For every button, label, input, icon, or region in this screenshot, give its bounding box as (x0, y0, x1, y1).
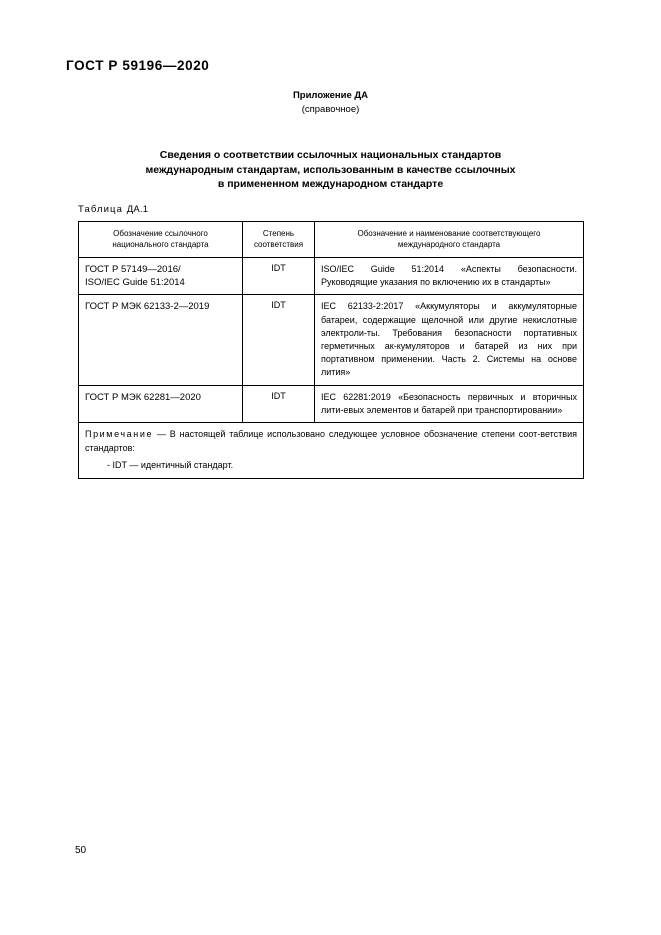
annex-subtitle: (справочное) (301, 104, 360, 115)
page-title-line-2: международным стандартам, использованным в качестве ссылочных (145, 163, 516, 176)
annex-title: Приложение ДА (292, 90, 369, 101)
page-title-line-1: Сведения о соответствии ссылочных национальных стандартов (159, 149, 502, 161)
table-row (79, 385, 584, 422)
page-title-line-3: в примененном международном стандарте (217, 178, 444, 190)
cell-international: ISO/IEC Guide 51:2014 «Аспекты безопасности. Руководящие указания по включению их в стандарты» (315, 258, 584, 295)
table-header-row (79, 222, 584, 258)
document-header: ГОСТ Р 59196—2020 (66, 58, 210, 73)
table-header-international-line-1: Обозначение и наименование соответствующего (357, 229, 541, 238)
cell-international: IEC 62281:2019 «Безопасность первичных и вторичных лити-евых элементов и батарей при транспортировании» (315, 385, 584, 422)
cell-degree: IDT (243, 295, 315, 385)
table-note-item: - IDT — идентичный стандарт. (107, 460, 234, 471)
cell-standard: ГОСТ Р МЭК 62133-2—2019 (79, 295, 243, 385)
annex-heading (0, 90, 661, 115)
cell-standard: ГОСТ Р МЭК 62281—2020 (79, 385, 243, 422)
table-note-row (79, 423, 584, 479)
table-header-degree (243, 222, 315, 258)
table-note-text: — В настоящей таблице использовано следующее условное обозначение степени соот-ветствия стандартов: (85, 429, 577, 453)
cell-standard: ГОСТ Р 57149—2016/ ISO/IEC Guide 51:2014 (79, 258, 243, 295)
table-caption-label: Таблица (78, 204, 123, 215)
table-header-standard (79, 222, 243, 258)
table-caption-number: ДА.1 (126, 204, 149, 215)
page-title (66, 148, 595, 192)
table-header-degree-line-2: соответствия (253, 240, 304, 249)
cell-international: IEC 62133-2:2017 «Аккумуляторы и аккумуляторные батареи, содержащие щелочной или другие некислотные электроли-ты. Требования безопасности портативных герметичных ак-кумуляторов и батарей из них при портативном применении. Часть 2. Системы на основе лития» (315, 295, 584, 385)
table-note (79, 423, 584, 479)
table-row (79, 295, 584, 385)
conformity-table (78, 221, 584, 479)
cell-degree: IDT (243, 258, 315, 295)
table-header-degree-line-1: Степень (262, 229, 295, 238)
page-number: 50 (75, 845, 87, 856)
table-header-standard-line-2: национального стандарта (112, 240, 209, 249)
table-header-international (315, 222, 584, 258)
table-note-label: Примечание (85, 429, 154, 440)
table-row (79, 258, 584, 295)
table-header-standard-line-1: Обозначение ссылочного (113, 229, 208, 238)
table-header-international-line-2: международного стандарта (397, 240, 501, 249)
table-caption (78, 204, 148, 215)
cell-degree: IDT (243, 385, 315, 422)
